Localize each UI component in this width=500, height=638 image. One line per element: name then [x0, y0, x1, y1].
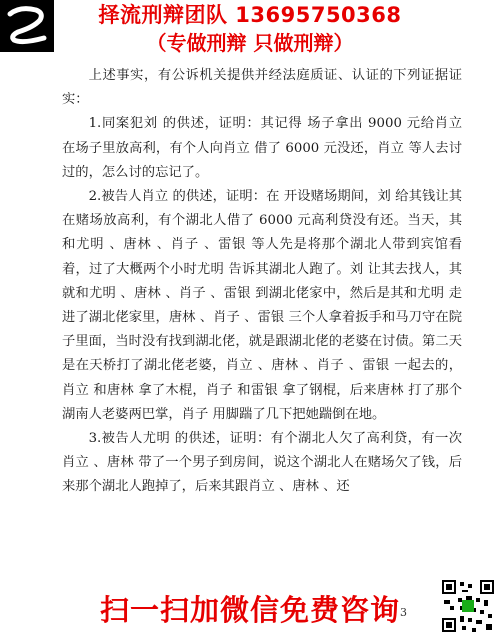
logo	[0, 0, 54, 52]
header-tagline: （专做刑辩 只做刑辩）	[146, 31, 354, 55]
logo-mark-icon	[0, 0, 54, 52]
paragraph-evidence-3: 3.被告人尤明 的供述，证明：有个湖北人欠了高利贷，有一次肖立 、唐林 带了一个男子到房间，说这个湖北人在赌场欠了钱，后来那个湖北人跑掉了，后来其跟肖立 、唐林 、还	[62, 431, 462, 495]
header	[60, 2, 440, 56]
qr-code[interactable]	[440, 578, 496, 634]
paragraph-evidence-2: 2.被告人肖立 的供述，证明：在 开设赌场期间，刘 给其钱让其在赌场放高利，有个湖北人借了 6000 元高利贷没有还。当天，其和尤明 、唐林 、肖子 、雷银 等人先是将那个湖北人带到宾馆看着，过了大概两个小时尤明 告诉其湖北人跑了。刘 让其去找人，其就和尤明 、唐林 、肖子 、雷银 到湖北佬家中，然后是其和尤明 走进了湖北佬家里，唐林 、肖子 、雷银 三个人拿着扳手和马刀守在院子里面，当时没有找到湖北佬，就是跟湖北佬的老婆在讨债。第二天是在天桥打了湖北佬老婆，肖立 、唐林 、肖子 、雷银 一起去的，肖立 和唐林 拿了木棍，肖子 和雷银 拿了钢棍，后来唐林 打了那个湖南人老婆两巴掌，肖子 用脚踹了几下把她踹倒在地。	[62, 189, 462, 422]
header-contact: 择流刑辩团队 13695750368	[98, 3, 402, 27]
qr-code-icon	[440, 578, 496, 634]
page-number: 3	[400, 606, 407, 619]
paragraph-intro: 上述事实，有公诉机关提供并经法庭质证、认证的下列证据证实：	[62, 68, 462, 108]
paragraph-evidence-1: 1.同案犯刘 的供述，证明：其记得 场子拿出 9000 元给肖立 在场子里放高利，有个人向肖立 借了 6000 元没还，肖立 等人去讨过的，怎么讨的忘记了。	[62, 116, 462, 180]
footer-cta: 扫一扫加微信免费咨询	[99, 593, 400, 627]
document-body	[62, 64, 462, 500]
